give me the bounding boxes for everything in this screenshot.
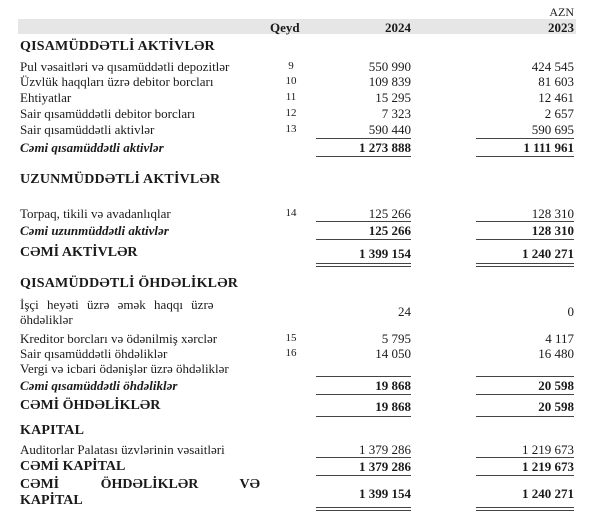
row-value-2024: 14 050 bbox=[375, 346, 411, 361]
rule bbox=[316, 475, 411, 476]
header-2023: 2023 bbox=[548, 20, 574, 35]
row-label: Torpaq, tikili və avadanlıqlar bbox=[20, 206, 171, 221]
row-value-2024: 125 266 bbox=[368, 206, 411, 221]
grand-total-2024: 19 868 bbox=[375, 399, 411, 414]
rule bbox=[476, 221, 574, 222]
row-value-2023: 1 219 673 bbox=[522, 442, 574, 457]
rule bbox=[476, 510, 574, 511]
grand-total-2023: 1 240 271 bbox=[522, 246, 574, 261]
rule bbox=[476, 263, 574, 264]
row-value-2024: 590 440 bbox=[368, 122, 411, 137]
rule bbox=[476, 376, 574, 377]
row-label: Üzvlük haqqları üzrə debitor borcları bbox=[20, 74, 214, 89]
row-label: Ehtiyatlar bbox=[20, 90, 72, 105]
total-value-2023: 1 111 961 bbox=[523, 140, 574, 155]
row-value-2024: 24 bbox=[398, 304, 411, 319]
row-value-2023: 128 310 bbox=[531, 206, 574, 221]
row-note: 15 bbox=[285, 332, 297, 344]
rule bbox=[316, 156, 411, 157]
rule bbox=[316, 457, 411, 458]
row-value-2024: 550 990 bbox=[368, 59, 411, 74]
rule bbox=[476, 394, 574, 395]
row-value-2023: 4 117 bbox=[545, 331, 574, 346]
grand-total-label: CƏMİ AKTİVLƏR bbox=[20, 245, 138, 260]
rule bbox=[316, 138, 411, 139]
rule bbox=[316, 394, 411, 395]
total-value-2023: 1 219 673 bbox=[522, 459, 574, 474]
row-label: Vergi və icbari ödənişlər üzrə öhdəliklər bbox=[20, 361, 229, 376]
total-value-2023: 128 310 bbox=[531, 223, 574, 238]
header-note: Qeyd bbox=[270, 20, 300, 35]
grand-total-label: CƏMİ ÖHDƏLİKLƏR bbox=[20, 398, 161, 413]
row-value-2023: 81 603 bbox=[538, 74, 574, 89]
row-value-2023: 16 480 bbox=[538, 346, 574, 361]
grand-total-label: CƏMİ ÖHDƏLİKLƏR VƏ bbox=[20, 477, 260, 492]
row-value-2023: 2 657 bbox=[544, 106, 574, 121]
rule bbox=[316, 510, 411, 511]
row-label: Kreditor borcları və ödənilmiş xərclər bbox=[20, 331, 218, 346]
rule bbox=[316, 376, 411, 377]
row-label: İşçi heyəti üzrə əmək haqqı üzrə bbox=[20, 297, 214, 312]
rule bbox=[316, 239, 411, 240]
row-label: Sair qısamüddətli öhdəliklər bbox=[20, 346, 168, 361]
section-noncurrent-assets: UZUNMÜDDƏTLİ AKTİVLƏR bbox=[20, 172, 221, 187]
rule bbox=[476, 457, 574, 458]
row-label: Sair qısamüddətli aktivlər bbox=[20, 122, 155, 137]
row-note: 14 bbox=[285, 207, 297, 219]
rule bbox=[316, 221, 411, 222]
rule bbox=[316, 507, 411, 508]
rule bbox=[476, 156, 574, 157]
grand-total-label-cont: KAPİTAL bbox=[20, 493, 83, 508]
row-note: 9 bbox=[288, 60, 294, 72]
row-value-2024: 1 379 286 bbox=[359, 442, 411, 457]
rule bbox=[476, 266, 574, 267]
section-current-liabilities: QISAMÜDDƏTLİ ÖHDƏLİKLƏR bbox=[20, 276, 239, 291]
row-value-2024: 109 839 bbox=[368, 74, 411, 89]
row-note: 11 bbox=[285, 91, 297, 103]
total-label: Cəmi qısamüddətli öhdəliklər bbox=[20, 378, 178, 393]
row-value-2024: 7 323 bbox=[381, 106, 411, 121]
total-label: CƏMİ KAPİTAL bbox=[20, 459, 126, 474]
rule bbox=[476, 138, 574, 139]
header-2024: 2024 bbox=[385, 20, 411, 35]
row-label-cont: öhdəliklər bbox=[20, 312, 73, 327]
row-value-2023: 12 461 bbox=[538, 90, 574, 105]
rule bbox=[476, 475, 574, 476]
total-value-2024: 1 379 286 bbox=[359, 459, 411, 474]
row-label: Pul vəsaitləri və qısamüddətli depozitlər bbox=[20, 59, 230, 74]
row-note: 16 bbox=[285, 347, 297, 359]
row-value-2023: 0 bbox=[567, 304, 574, 319]
row-note: 12 bbox=[285, 107, 297, 119]
row-value-2023: 590 695 bbox=[531, 122, 574, 137]
row-label: Sair qısamüddətli debitor borcları bbox=[20, 106, 196, 121]
section-current-assets: QISAMÜDDƏTLİ AKTİVLƏR bbox=[20, 39, 215, 54]
grand-total-2024: 1 399 154 bbox=[359, 486, 411, 501]
currency-label: AZN bbox=[549, 5, 574, 19]
row-value-2024: 15 295 bbox=[375, 90, 411, 105]
total-value-2024: 19 868 bbox=[375, 378, 411, 393]
row-value-2024: 5 795 bbox=[381, 331, 411, 346]
grand-total-2023: 1 240 271 bbox=[522, 486, 574, 501]
grand-total-2024: 1 399 154 bbox=[359, 246, 411, 261]
row-label: Auditorlar Palatası üzvlərinin vəsaitləri bbox=[20, 442, 225, 457]
row-note: 10 bbox=[285, 75, 297, 87]
total-label: Cəmi uzunmüddətli aktivlər bbox=[20, 223, 169, 238]
rule bbox=[316, 266, 411, 267]
rule bbox=[316, 263, 411, 264]
grand-total-2023: 20 598 bbox=[538, 399, 574, 414]
rule bbox=[316, 416, 411, 417]
rule bbox=[476, 507, 574, 508]
rule bbox=[476, 239, 574, 240]
total-value-2023: 20 598 bbox=[538, 378, 574, 393]
total-label: Cəmi qısamüddətli aktivlər bbox=[20, 140, 164, 155]
row-note: 13 bbox=[285, 123, 297, 135]
rule bbox=[476, 416, 574, 417]
total-value-2024: 125 266 bbox=[368, 223, 411, 238]
row-value-2023: 424 545 bbox=[531, 59, 574, 74]
section-capital: KAPITAL bbox=[20, 423, 85, 438]
total-value-2024: 1 273 888 bbox=[359, 140, 411, 155]
